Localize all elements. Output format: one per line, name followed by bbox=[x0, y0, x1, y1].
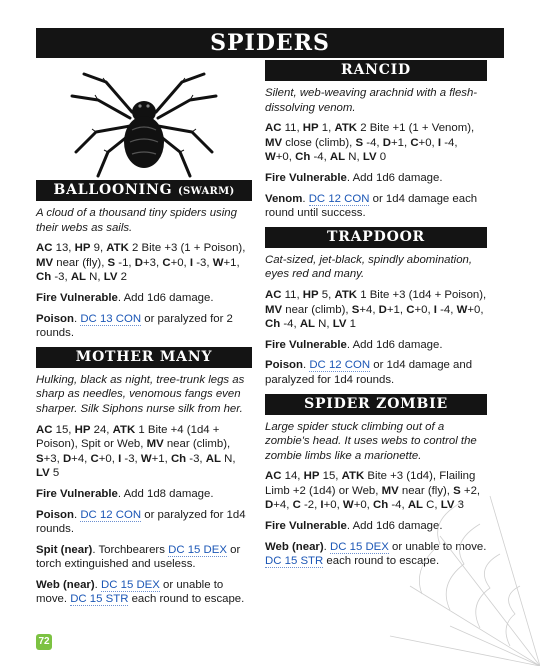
monster-description: Silent, web-weaving arachnid with a flesh-dissolving venom. bbox=[265, 87, 478, 114]
stat-label: D bbox=[382, 136, 391, 149]
stat-label: S bbox=[36, 452, 44, 465]
stat-value: 2 bbox=[117, 271, 127, 284]
ability-text: . bbox=[323, 540, 330, 553]
stat-label: ATK bbox=[112, 423, 136, 436]
stat-value: +4, bbox=[273, 499, 293, 512]
ability-fire-vulnerable bbox=[36, 487, 252, 502]
ability-name: Fire Vulnerable bbox=[36, 487, 118, 500]
stat-label: Ch bbox=[36, 271, 52, 284]
stat-label: Ch bbox=[170, 452, 187, 465]
monster-name bbox=[265, 227, 487, 248]
stat-label: I bbox=[118, 452, 122, 465]
stat-label: HP bbox=[303, 470, 320, 483]
stat-label: AL bbox=[329, 151, 346, 164]
stat-value: -3, bbox=[193, 256, 213, 269]
stat-value: 1, bbox=[318, 122, 335, 135]
ability-name: Web (near) bbox=[265, 540, 324, 553]
stat-label: MV bbox=[265, 136, 283, 149]
stat-value: 1 Bite +3 (1d4 + Poison), bbox=[357, 288, 487, 301]
stat-value: 3 bbox=[454, 499, 464, 512]
stat-value: 2 Bite +1 (1 + Venom), bbox=[357, 122, 475, 135]
stat-value: 14, bbox=[281, 470, 304, 483]
stat-label: HP bbox=[74, 423, 91, 436]
ability-name: Venom bbox=[265, 192, 303, 205]
stat-label: C bbox=[410, 136, 419, 149]
monster-description: A cloud of a thousand tiny spiders using their webs as sails. bbox=[36, 207, 237, 234]
stat-value: 0 bbox=[376, 151, 387, 164]
ability-name: Spit (near) bbox=[36, 543, 93, 556]
stat-label: LV bbox=[362, 151, 377, 164]
monster-name bbox=[36, 180, 252, 201]
stat-label: MV bbox=[146, 438, 164, 451]
stat-label: C bbox=[90, 452, 99, 465]
stat-value: +1, bbox=[386, 303, 407, 316]
ability-name: Fire Vulnerable bbox=[265, 171, 347, 184]
stat-label: I bbox=[189, 256, 194, 269]
stat-value: +0, bbox=[170, 256, 190, 269]
ability-text: each round to escape. bbox=[323, 555, 440, 568]
stat-line bbox=[36, 423, 252, 481]
monster-trapdoor bbox=[265, 227, 487, 388]
stat-label: AC bbox=[265, 470, 282, 483]
monster-tag: (SWARM) bbox=[178, 186, 235, 197]
stat-value: 1 Bite +4 (1d4 + Poison), Spit or Web, bbox=[36, 423, 220, 451]
ability-poison bbox=[36, 312, 252, 341]
dc-check-link[interactable]: DC 15 DEX bbox=[330, 540, 389, 553]
stat-label: S bbox=[453, 484, 461, 497]
ability-fire-vulnerable bbox=[265, 338, 487, 353]
ability-text: . Torchbearers bbox=[92, 543, 169, 556]
stat-label: ATK bbox=[341, 470, 365, 483]
stat-label: AL bbox=[70, 271, 86, 284]
stat-label: W bbox=[342, 499, 354, 512]
stat-label: AC bbox=[36, 423, 53, 436]
stat-label: D bbox=[378, 303, 387, 316]
dc-check-link[interactable]: DC 15 STR bbox=[70, 593, 129, 606]
stat-label: D bbox=[62, 452, 72, 465]
stat-line bbox=[265, 121, 487, 165]
monster-description: Hulking, black as night, tree-trunk legs as sharp as needles, venomous fangs even sharper. Silk Siphons nurse silk from her. bbox=[36, 373, 245, 415]
stat-value: 1 bbox=[346, 318, 356, 331]
stat-value: 11, bbox=[281, 288, 303, 301]
stat-value: C, bbox=[423, 499, 441, 512]
stat-value: -4, bbox=[310, 151, 330, 164]
stat-value: close (climb), bbox=[282, 136, 356, 149]
stat-label: C bbox=[162, 256, 171, 269]
ability-name: Fire Vulnerable bbox=[265, 520, 347, 533]
stat-line bbox=[36, 241, 252, 285]
stat-value: +0, bbox=[98, 452, 119, 465]
ability-text: . Add 1d8 damage. bbox=[117, 487, 214, 500]
stat-label: C bbox=[406, 303, 415, 316]
monster-name bbox=[36, 347, 252, 368]
ability-fire-vulnerable bbox=[265, 171, 487, 186]
monster-description: Large spider stuck climbing out of a zombie's head. It uses webs to control the zombie limbs like a marionette. bbox=[265, 420, 477, 462]
ability-text: . bbox=[94, 578, 101, 591]
stat-label: LV bbox=[36, 467, 50, 480]
stat-label: I bbox=[433, 303, 437, 316]
stat-label: MV bbox=[265, 303, 283, 316]
stat-value: -3, bbox=[51, 271, 71, 284]
stat-value: N, bbox=[86, 271, 104, 284]
page-number: 72 bbox=[36, 634, 52, 650]
ability-text: . bbox=[73, 508, 81, 521]
stat-value: +1, bbox=[390, 136, 411, 149]
stat-value: 2 Bite +3 (1 + Poison), bbox=[128, 242, 246, 255]
stat-label: LV bbox=[103, 271, 118, 284]
stat-label: AC bbox=[265, 122, 282, 135]
monster-name-text: BALLOONING bbox=[53, 182, 173, 198]
monster-name bbox=[265, 394, 487, 415]
stat-value: +0, bbox=[414, 303, 434, 316]
stat-value: near (climb), bbox=[163, 438, 231, 451]
stat-label: HP bbox=[302, 122, 319, 135]
stat-value: near (climb), bbox=[282, 303, 352, 316]
ability-text: or paralyzed for 2 rounds. bbox=[36, 312, 233, 340]
stat-label: S bbox=[355, 136, 364, 149]
stat-value: -4, bbox=[363, 136, 383, 149]
monster-name-text: TRAPDOOR bbox=[326, 228, 425, 245]
stat-value: 11, bbox=[281, 122, 303, 135]
stat-label: I bbox=[437, 136, 442, 149]
stat-label: S bbox=[351, 303, 360, 316]
stat-label: I bbox=[320, 499, 324, 512]
stat-label: C bbox=[292, 499, 301, 512]
stat-value: 24, bbox=[90, 423, 113, 436]
stat-value: -4, bbox=[280, 318, 300, 331]
spider-icon bbox=[36, 60, 252, 180]
ability-text: . Add 1d6 damage. bbox=[117, 291, 214, 304]
stat-label: S bbox=[107, 256, 116, 269]
left-column bbox=[36, 60, 252, 613]
ability-text: or torch extinguished and useless. bbox=[36, 543, 241, 571]
stat-value: +1, bbox=[151, 452, 171, 465]
stat-value: +4, bbox=[359, 303, 379, 316]
stat-label: Ch bbox=[265, 318, 281, 331]
stat-label: ATK bbox=[334, 288, 358, 301]
stat-value: -4, bbox=[388, 499, 408, 512]
monster-mother-many bbox=[36, 347, 252, 607]
monster-rancid bbox=[265, 60, 487, 221]
dc-check-link[interactable]: DC 12 CON bbox=[308, 192, 370, 205]
stat-label: AC bbox=[36, 242, 53, 255]
stat-value: 15, bbox=[52, 423, 75, 436]
stat-label: AL bbox=[299, 318, 315, 331]
stat-value: +1, bbox=[223, 256, 240, 269]
stat-label: AC bbox=[265, 288, 282, 301]
stat-value: N, bbox=[220, 452, 236, 465]
ability-text: or 1d4 damage and paralyzed for 1d4 rounds. bbox=[265, 359, 473, 386]
stat-label: AL bbox=[205, 452, 221, 465]
ability-name: Web (near) bbox=[36, 578, 95, 591]
stat-value: -3, bbox=[121, 452, 141, 465]
stat-label: ATK bbox=[106, 242, 129, 255]
ability-text: each round to escape. bbox=[128, 593, 245, 606]
stat-value: near (fly), bbox=[53, 256, 108, 269]
stat-value: -2, bbox=[300, 499, 321, 512]
ability-spit-near bbox=[36, 543, 252, 572]
ability-text: . bbox=[302, 359, 310, 372]
stat-line bbox=[265, 288, 487, 332]
stat-value: 9, bbox=[90, 242, 107, 255]
ability-text: . Add 1d6 damage. bbox=[346, 338, 443, 351]
ability-text: . Add 1d6 damage. bbox=[346, 171, 443, 184]
ability-name: Fire Vulnerable bbox=[265, 338, 347, 351]
stat-value: 5 bbox=[49, 467, 60, 480]
stat-value: Bite +3 (1d4), Flailing Limb +2 (1d4) or Web, bbox=[265, 470, 476, 497]
ability-fire-vulnerable bbox=[36, 291, 252, 306]
ability-venom bbox=[265, 192, 487, 221]
stat-value: +0, bbox=[467, 303, 484, 316]
stat-value: +2, bbox=[460, 484, 481, 497]
monster-description: Cat-sized, jet-black, spindly abomination, eyes red and many. bbox=[265, 253, 473, 281]
stat-value: +4, bbox=[71, 452, 91, 465]
ability-text: or paralyzed for 1d4 rounds. bbox=[36, 508, 246, 536]
stat-label: MV bbox=[36, 256, 54, 269]
stat-value: +3, bbox=[143, 256, 163, 269]
stat-value: 5, bbox=[318, 288, 335, 301]
stat-value: near (fly), bbox=[398, 484, 454, 497]
stat-value: 15, bbox=[319, 470, 342, 483]
stat-label: W bbox=[212, 256, 224, 269]
stat-label: W bbox=[265, 151, 276, 164]
dc-check-link[interactable]: DC 12 CON bbox=[309, 359, 371, 372]
stat-label: MV bbox=[381, 484, 399, 497]
stat-value: +0, bbox=[418, 136, 438, 149]
stat-value: +0, bbox=[323, 499, 343, 512]
stat-label: W bbox=[456, 303, 468, 316]
ability-name: Poison bbox=[265, 359, 303, 372]
stat-label: W bbox=[140, 452, 152, 465]
monster-name-text: RANCID bbox=[341, 62, 411, 78]
dc-check-link[interactable]: DC 15 DEX bbox=[101, 578, 160, 591]
stat-value: -4, bbox=[441, 136, 458, 149]
stat-label: D bbox=[134, 256, 143, 269]
cobweb-decoration bbox=[350, 476, 540, 666]
ability-name: Fire Vulnerable bbox=[36, 291, 118, 304]
dc-check-link[interactable]: DC 13 CON bbox=[80, 312, 142, 325]
stat-value: +3, bbox=[43, 452, 63, 465]
stat-value: -3, bbox=[186, 452, 206, 465]
monster-name-text: SPIDER ZOMBIE bbox=[304, 395, 448, 412]
monster-ballooning bbox=[36, 180, 252, 341]
ability-text: or unable to move. bbox=[388, 540, 487, 553]
stat-label: LV bbox=[332, 318, 347, 331]
stat-label: ATK bbox=[334, 122, 358, 135]
stat-label: LV bbox=[440, 499, 455, 512]
monster-name bbox=[265, 60, 487, 81]
ability-web-near bbox=[36, 578, 252, 607]
ability-text: or 1d4 damage each round until success. bbox=[265, 192, 478, 220]
stat-value: N, bbox=[315, 318, 333, 331]
ability-text: . bbox=[73, 312, 81, 325]
stat-value: +0, bbox=[275, 151, 296, 164]
stat-label: Ch bbox=[373, 499, 389, 512]
stat-label: Ch bbox=[295, 151, 311, 164]
stat-value: +0, bbox=[353, 499, 374, 512]
stat-label: AL bbox=[407, 499, 424, 512]
ability-name: Poison bbox=[36, 312, 74, 325]
ability-text: . Add 1d6 damage. bbox=[346, 520, 443, 533]
stat-label: HP bbox=[302, 288, 319, 301]
stat-value: N, bbox=[345, 151, 363, 164]
ability-text: . bbox=[302, 192, 309, 205]
stat-value: 13, bbox=[52, 242, 75, 255]
page-title: SPIDERS bbox=[36, 28, 504, 58]
stat-value: -4, bbox=[436, 303, 457, 316]
stat-value: -1, bbox=[115, 256, 135, 269]
ability-poison bbox=[36, 508, 252, 537]
ability-name: Poison bbox=[36, 508, 74, 521]
ability-text: or unable to move. bbox=[36, 578, 224, 606]
monster-name-text: MOTHER MANY bbox=[75, 348, 213, 365]
dc-check-link[interactable]: DC 15 DEX bbox=[168, 543, 227, 556]
dc-check-link[interactable]: DC 15 STR bbox=[265, 555, 324, 568]
dc-check-link[interactable]: DC 12 CON bbox=[80, 508, 142, 521]
ability-poison bbox=[265, 358, 487, 387]
stat-label: D bbox=[265, 499, 274, 512]
stat-label: HP bbox=[74, 242, 91, 255]
